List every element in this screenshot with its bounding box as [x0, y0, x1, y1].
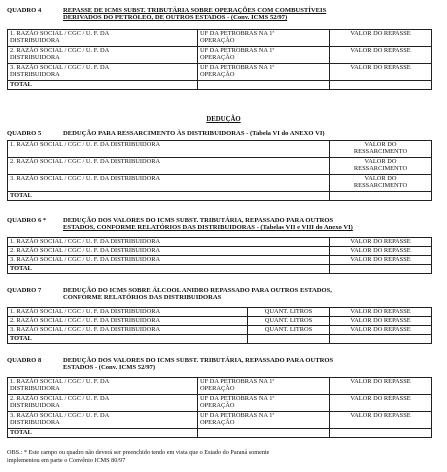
quadro-4-title-line2: DERIVADOS DO PETRÓLEO, DE OUTROS ESTADOS - (Conv. ICMS 52/97) [63, 14, 288, 22]
razao-social-cell: 1. RAZÃO SOCIAL / CGC / U. F. DA DISTRIBUIDORA [8, 30, 198, 47]
valor-repasse-cell: VALOR DO REPASSE [330, 256, 432, 265]
table-row [8, 47, 432, 64]
observation-line1: OBS.: * Este campo ou quadro não deverá ser preenchido tendo em vista que o Estado do Paraná somente [7, 449, 270, 456]
uf-petrobras-cell: UF DA PETROBRAS NA 1ª OPERAÇÃO [198, 378, 330, 395]
total-row [8, 81, 432, 90]
table-row [8, 247, 432, 256]
quadro-4-table [7, 29, 432, 90]
valor-ressarcimento-cell: VALOR DO RESSARCIMENTO [330, 158, 432, 175]
uf-petrobras-cell: UF DA PETROBRAS NA 1ª OPERAÇÃO [198, 395, 330, 412]
razao-social-cell: 3. RAZÃO SOCIAL / CGC / U. F. DA DISTRIBUIDORA [8, 412, 198, 429]
total-row [8, 429, 432, 438]
table-row [8, 175, 432, 192]
uf-petrobras-cell: UF DA PETROBRAS NA 1ª OPERAÇÃO [198, 64, 330, 81]
total-label: TOTAL [8, 265, 330, 274]
razao-social-cell: 3. RAZÃO SOCIAL / CGC / U. F. DA DISTRIBUIDORA [8, 175, 330, 192]
quantidade-litros-cell: QUANT. LITROS [248, 317, 330, 326]
total-label: TOTAL [8, 192, 330, 201]
total-label: TOTAL [8, 429, 198, 438]
quadro-6-number: QUADRO 6 * [7, 217, 47, 224]
table-row [8, 326, 432, 335]
razao-social-cell: 3. RAZÃO SOCIAL / CGC / U. F. DA DISTRIBUIDORA [8, 326, 248, 335]
table-row [8, 64, 432, 81]
table-row [8, 378, 432, 395]
table-row [8, 256, 432, 265]
valor-repasse-cell: VALOR DO REPASSE [330, 395, 432, 412]
razao-social-cell: 2. RAZÃO SOCIAL / CGC / U. F. DA DISTRIBUIDORA [8, 317, 248, 326]
total-label: TOTAL [8, 335, 248, 344]
valor-repasse-cell: VALOR DO REPASSE [330, 47, 432, 64]
razao-social-cell: 2. RAZÃO SOCIAL / CGC / U. F. DA DISTRIBUIDORA [8, 47, 198, 64]
razao-social-cell: 3. RAZÃO SOCIAL / CGC / U. F. DA DISTRIBUIDORA [8, 256, 330, 265]
table-row [8, 158, 432, 175]
total-label: TOTAL [8, 81, 198, 90]
observation-note [7, 449, 437, 465]
table-row [8, 238, 432, 247]
table-row [8, 141, 432, 158]
razao-social-cell: 1. RAZÃO SOCIAL / CGC / U. F. DA DISTRIBUIDORA [8, 238, 330, 247]
uf-petrobras-cell: UF DA PETROBRAS NA 1ª OPERAÇÃO [198, 412, 330, 429]
table-row [8, 412, 432, 429]
quadro-7-heading [7, 287, 437, 302]
quadro-8-heading [7, 357, 437, 372]
quadro-7-number: QUADRO 7 [7, 287, 42, 294]
quadro-7-table [7, 307, 432, 344]
razao-social-cell: 1. RAZÃO SOCIAL / CGC / U. F. DA DISTRIBUIDORA [8, 378, 198, 395]
valor-ressarcimento-cell: VALOR DO RESSARCIMENTO [330, 141, 432, 158]
valor-repasse-cell: VALOR DO REPASSE [330, 64, 432, 81]
valor-repasse-cell: VALOR DO REPASSE [330, 238, 432, 247]
uf-petrobras-cell: UF DA PETROBRAS NA 1ª OPERAÇÃO [198, 30, 330, 47]
quadro-4-heading [7, 7, 437, 22]
razao-social-cell: 2. RAZÃO SOCIAL / CGC / U. F. DA DISTRIBUIDORA [8, 158, 330, 175]
table-row [8, 308, 432, 317]
quadro-8-table [7, 377, 432, 438]
quantidade-litros-cell: QUANT. LITROS [248, 326, 330, 335]
quadro-5-table [7, 140, 432, 201]
valor-repasse-cell: VALOR DO REPASSE [330, 247, 432, 256]
quantidade-litros-cell: QUANT. LITROS [248, 308, 330, 317]
valor-repasse-cell: VALOR DO REPASSE [330, 30, 432, 47]
valor-repasse-cell: VALOR DO REPASSE [330, 308, 432, 317]
quadro-4-number: QUADRO 4 [7, 7, 42, 14]
quadro-8-title-line2: ESTADOS - (Conv. ICMS 52/97) [63, 364, 156, 372]
quadro-7-title-line1: DEDUÇÃO DO ICMS SOBRE ÁLCOOL ANIDRO REPASSADO PARA OUTROS ESTADOS, [63, 287, 332, 294]
total-row [8, 265, 432, 274]
razao-social-cell: 2. RAZÃO SOCIAL / CGC / U. F. DA DISTRIBUIDORA [8, 395, 198, 412]
quadro-6-heading [7, 217, 437, 232]
total-row [8, 335, 432, 344]
razao-social-cell: 1. RAZÃO SOCIAL / CGC / U. F. DA DISTRIBUIDORA [8, 141, 330, 158]
quadro-6-title-line2: ESTADOS, CONFORME RELATÓRIOS DAS DISTRIBUIDORAS - (Tabelas VII e VIII do Anexo VI) [63, 224, 353, 232]
uf-petrobras-cell: UF DA PETROBRAS NA 1ª OPERAÇÃO [198, 47, 330, 64]
valor-repasse-cell: VALOR DO REPASSE [330, 326, 432, 335]
total-row [8, 192, 432, 201]
quadro-4-title-line1: REPASSE DE ICMS SUBST. TRIBUTÁRIA SOBRE OPERAÇÕES COM COMBUSTÍVEIS [63, 7, 327, 14]
table-row [8, 317, 432, 326]
razao-social-cell: 1. RAZÃO SOCIAL / CGC / U. F. DA DISTRIBUIDORA [8, 308, 248, 317]
valor-repasse-cell: VALOR DO REPASSE [330, 378, 432, 395]
razao-social-cell: 2. RAZÃO SOCIAL / CGC / U. F. DA DISTRIBUIDORA [8, 247, 330, 256]
valor-repasse-cell: VALOR DO REPASSE [330, 412, 432, 429]
table-row [8, 395, 432, 412]
quadro-7-title-line2: CONFORME RELATÓRIOS DAS DISTRIBUIDORAS [63, 294, 222, 302]
quadro-8-title-line1: DEDUÇÃO DOS VALORES DO ICMS SUBST. TRIBUTÁRIA, REPASSADO PARA OUTROS [63, 357, 334, 364]
quadro-8-number: QUADRO 8 [7, 357, 42, 364]
valor-ressarcimento-cell: VALOR DO RESSARCIMENTO [330, 175, 432, 192]
quadro-6-table [7, 237, 432, 274]
quadro-5-number: QUADRO 5 [7, 130, 42, 137]
table-row [8, 30, 432, 47]
quadro-5-heading [7, 130, 437, 137]
razao-social-cell: 3. RAZÃO SOCIAL / CGC / U. F. DA DISTRIBUIDORA [8, 64, 198, 81]
observation-line2: implementou em parte o Convênio ICMS 80/97 [7, 456, 126, 464]
deducao-section-title: DEDUÇÃO [206, 116, 241, 123]
valor-repasse-cell: VALOR DO REPASSE [330, 317, 432, 326]
quadro-5-title: DEDUÇÃO PARA RESSARCIMENTO ÀS DISTRIBUIDORAS - (Tabela VI do ANEXO VI) [63, 130, 325, 137]
quadro-6-title-line1: DEDUÇÃO DOS VALORES DO ICMS SUBST. TRIBUTÁRIA, REPASSADO PARA OUTROS [63, 217, 334, 224]
